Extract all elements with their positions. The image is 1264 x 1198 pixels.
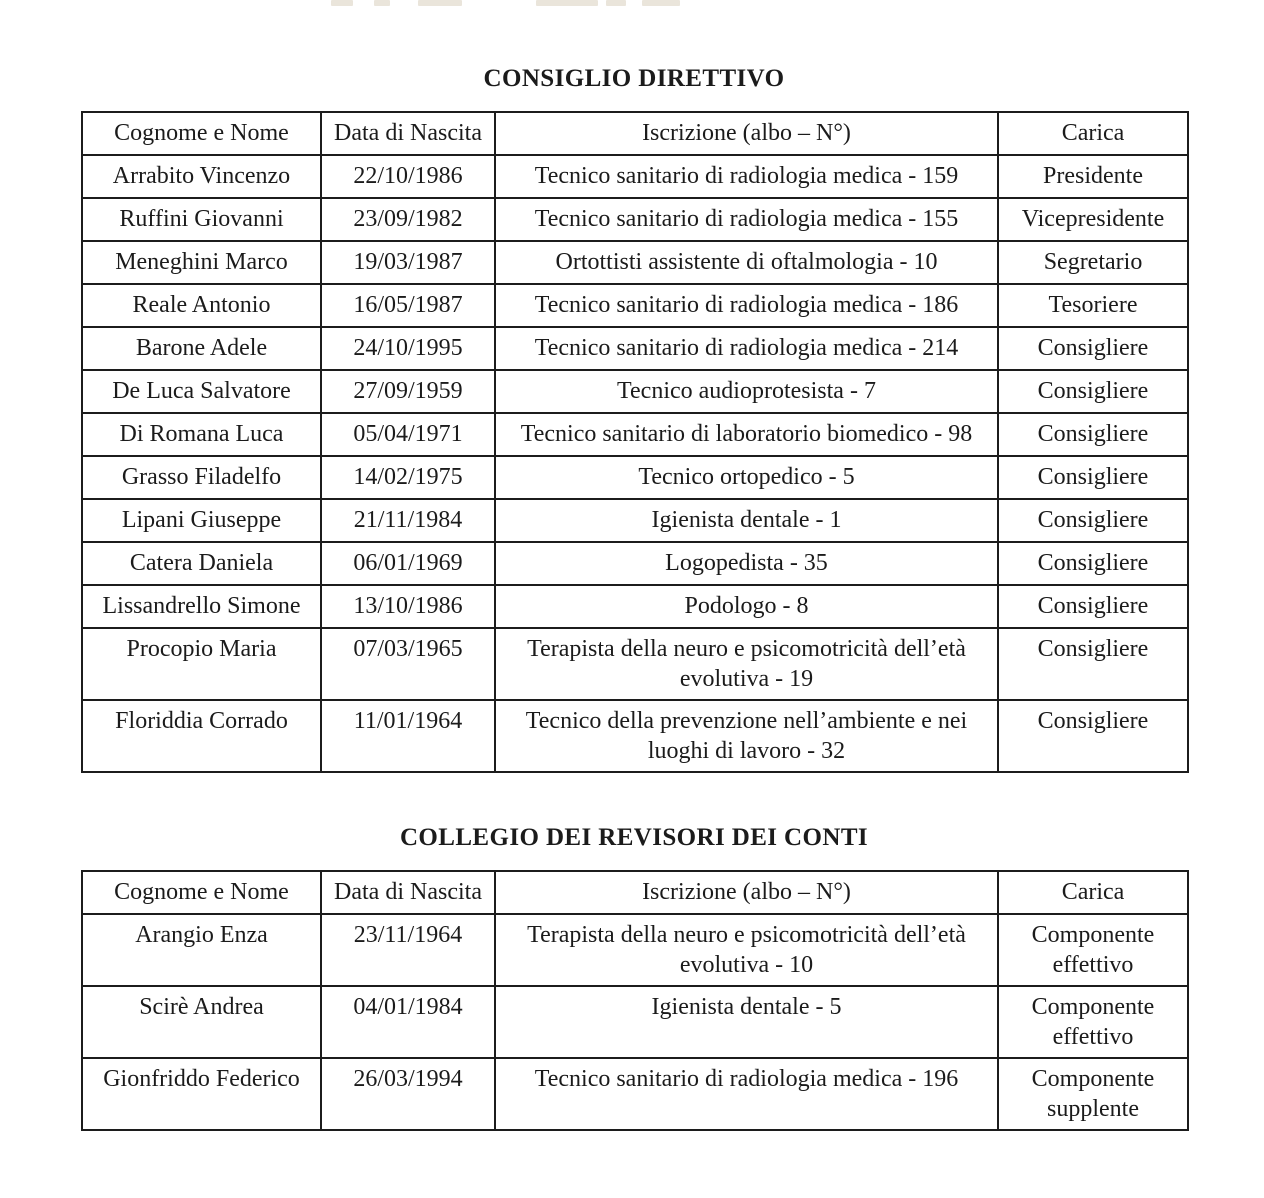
table-row (82, 499, 1188, 542)
column-header-cognome-nome: Cognome e Nome (82, 112, 321, 155)
registration-cell: Tecnico audioprotesista - 7 (495, 370, 998, 413)
role-cell: Vicepresidente (998, 198, 1188, 241)
table-row (82, 284, 1188, 327)
birth-date-cell: 05/04/1971 (321, 413, 495, 456)
table-row (82, 628, 1188, 700)
member-name-cell: Grasso Filadelfo (82, 456, 321, 499)
collegio-revisori-table (81, 870, 1189, 1131)
birth-date-cell: 13/10/1986 (321, 585, 495, 628)
table-row (82, 413, 1188, 456)
registration-cell: Tecnico sanitario di radiologia medica - 159 (495, 155, 998, 198)
role-cell: Tesoriere (998, 284, 1188, 327)
birth-date-cell: 14/02/1975 (321, 456, 495, 499)
birth-date-cell: 22/10/1986 (321, 155, 495, 198)
role-cell: Presidente (998, 155, 1188, 198)
cutoff-text-artifact (0, 0, 1264, 8)
table-row (82, 542, 1188, 585)
registration-cell: Logopedista - 35 (495, 542, 998, 585)
role-cell: Consigliere (998, 542, 1188, 585)
column-header-carica: Carica (998, 871, 1188, 914)
table-header-row (82, 871, 1188, 914)
table-row (82, 241, 1188, 284)
member-name-cell: Floriddia Corrado (82, 700, 321, 772)
birth-date-cell: 06/01/1969 (321, 542, 495, 585)
role-cell: Consigliere (998, 413, 1188, 456)
role-cell: Consigliere (998, 327, 1188, 370)
role-cell: Consigliere (998, 585, 1188, 628)
member-name-cell: Lipani Giuseppe (82, 499, 321, 542)
table-row (82, 327, 1188, 370)
registration-cell: Igienista dentale - 1 (495, 499, 998, 542)
table-row (82, 914, 1188, 986)
registration-cell: Igienista dentale - 5 (495, 986, 998, 1058)
section-title-consiglio-direttivo: CONSIGLIO DIRETTIVO (483, 65, 785, 92)
member-name-cell: De Luca Salvatore (82, 370, 321, 413)
birth-date-cell: 21/11/1984 (321, 499, 495, 542)
table-row (82, 986, 1188, 1058)
birth-date-cell: 26/03/1994 (321, 1058, 495, 1130)
registration-cell: Podologo - 8 (495, 585, 998, 628)
member-name-cell: Reale Antonio (82, 284, 321, 327)
birth-date-cell: 07/03/1965 (321, 628, 495, 700)
registration-cell: Terapista della neuro e psicomotricità dell’età evolutiva - 10 (495, 914, 998, 986)
column-header-carica: Carica (998, 112, 1188, 155)
role-cell: Consigliere (998, 370, 1188, 413)
role-cell: Segretario (998, 241, 1188, 284)
birth-date-cell: 16/05/1987 (321, 284, 495, 327)
registration-cell: Tecnico ortopedico - 5 (495, 456, 998, 499)
member-name-cell: Scirè Andrea (82, 986, 321, 1058)
birth-date-cell: 19/03/1987 (321, 241, 495, 284)
role-cell: Componente supplente (998, 1058, 1188, 1130)
member-name-cell: Arrabito Vincenzo (82, 155, 321, 198)
member-name-cell: Di Romana Luca (82, 413, 321, 456)
registration-cell: Tecnico sanitario di radiologia medica - 186 (495, 284, 998, 327)
birth-date-cell: 24/10/1995 (321, 327, 495, 370)
table-row (82, 155, 1188, 198)
birth-date-cell: 23/11/1964 (321, 914, 495, 986)
role-cell: Consigliere (998, 499, 1188, 542)
table-row (82, 585, 1188, 628)
column-header-iscrizione: Iscrizione (albo – N°) (495, 112, 998, 155)
registration-cell: Tecnico sanitario di radiologia medica - 214 (495, 327, 998, 370)
column-header-data-di-nascita: Data di Nascita (321, 112, 495, 155)
member-name-cell: Meneghini Marco (82, 241, 321, 284)
column-header-iscrizione: Iscrizione (albo – N°) (495, 871, 998, 914)
member-name-cell: Barone Adele (82, 327, 321, 370)
role-cell: Consigliere (998, 628, 1188, 700)
table-row (82, 1058, 1188, 1130)
table-row (82, 456, 1188, 499)
birth-date-cell: 11/01/1964 (321, 700, 495, 772)
birth-date-cell: 04/01/1984 (321, 986, 495, 1058)
column-header-cognome-nome: Cognome e Nome (82, 871, 321, 914)
birth-date-cell: 27/09/1959 (321, 370, 495, 413)
consiglio-direttivo-table (81, 111, 1189, 773)
role-cell: Consigliere (998, 700, 1188, 772)
table-row (82, 700, 1188, 772)
role-cell: Componente effettivo (998, 914, 1188, 986)
registration-cell: Tecnico della prevenzione nell’ambiente e nei luoghi di lavoro - 32 (495, 700, 998, 772)
table-row (82, 370, 1188, 413)
registration-cell: Tecnico sanitario di radiologia medica - 155 (495, 198, 998, 241)
member-name-cell: Catera Daniela (82, 542, 321, 585)
table-row (82, 198, 1188, 241)
registration-cell: Tecnico sanitario di radiologia medica - 196 (495, 1058, 998, 1130)
table-header-row (82, 112, 1188, 155)
role-cell: Componente effettivo (998, 986, 1188, 1058)
member-name-cell: Arangio Enza (82, 914, 321, 986)
member-name-cell: Gionfriddo Federico (82, 1058, 321, 1130)
registration-cell: Ortottisti assistente di oftalmologia - 10 (495, 241, 998, 284)
section-title-collegio-revisori: COLLEGIO DEI REVISORI DEI CONTI (399, 824, 869, 851)
birth-date-cell: 23/09/1982 (321, 198, 495, 241)
registration-cell: Tecnico sanitario di laboratorio biomedico - 98 (495, 413, 998, 456)
registration-cell: Terapista della neuro e psicomotricità dell’età evolutiva - 19 (495, 628, 998, 700)
member-name-cell: Lissandrello Simone (82, 585, 321, 628)
member-name-cell: Procopio Maria (82, 628, 321, 700)
column-header-data-di-nascita: Data di Nascita (321, 871, 495, 914)
role-cell: Consigliere (998, 456, 1188, 499)
member-name-cell: Ruffini Giovanni (82, 198, 321, 241)
